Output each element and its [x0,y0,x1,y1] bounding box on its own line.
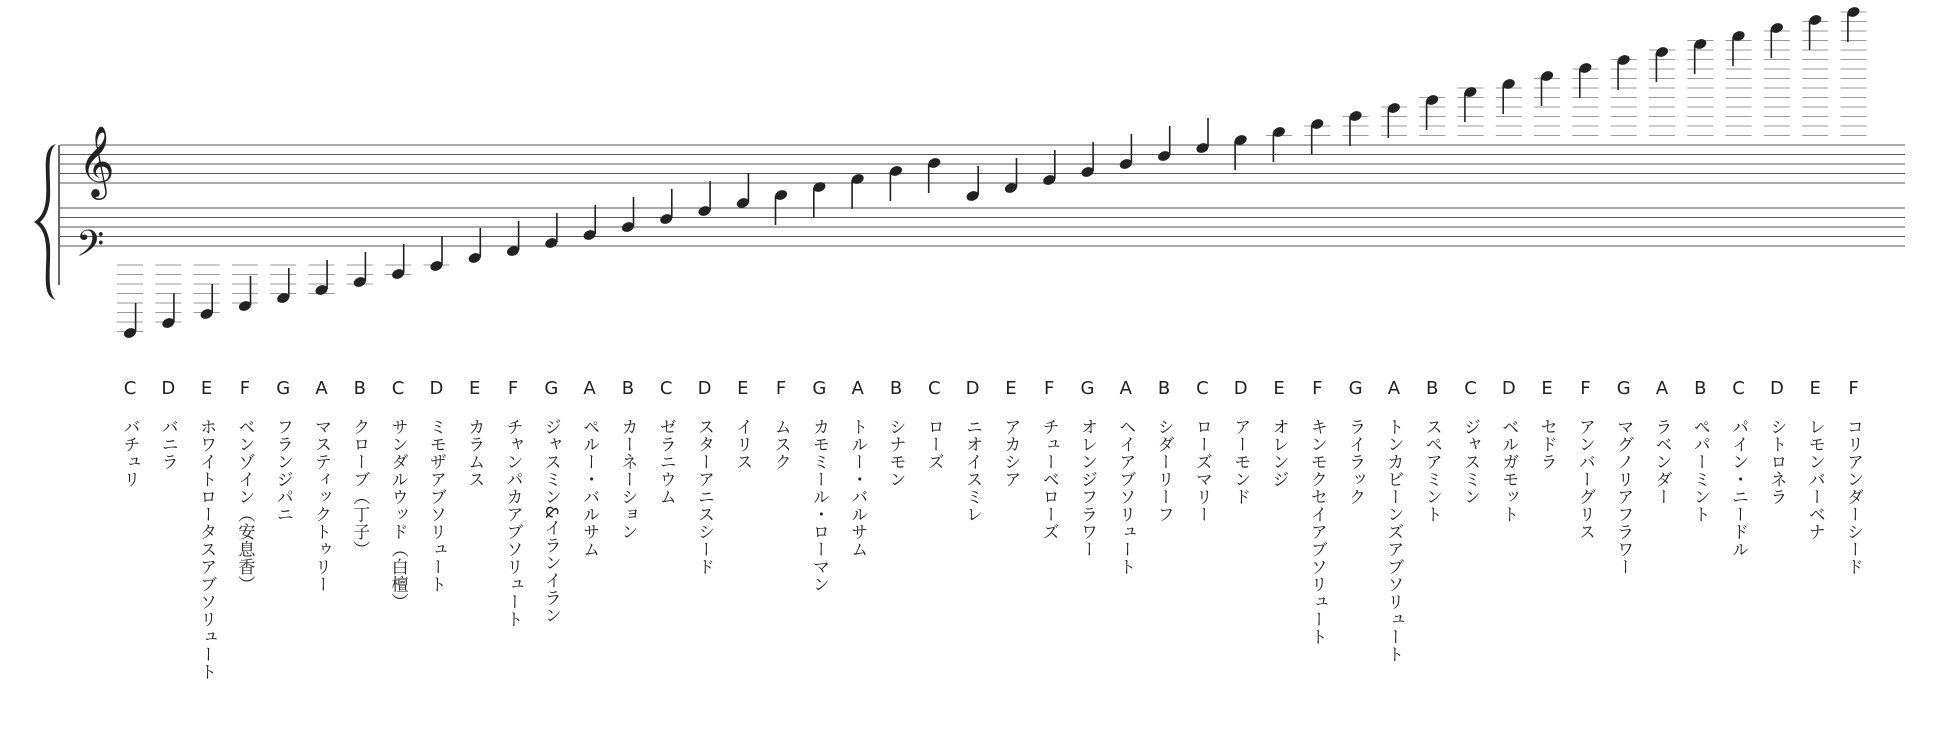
note-column [1417,378,1447,523]
note-column [1187,378,1217,523]
note-column [1073,378,1103,558]
note-column [1226,378,1256,506]
note-name: オレンジ [1268,418,1289,488]
note-letter: E [737,378,749,399]
note-letter: D [697,378,712,399]
note-letter: E [1541,378,1553,399]
note-name: ゼラニウム [655,418,676,506]
note-column [1570,378,1600,541]
note-letter: C [391,378,405,399]
note-letter: C [1196,378,1209,399]
note-column [1724,378,1754,558]
note-column [804,378,834,593]
note-column [498,378,528,628]
note-column [1685,378,1715,523]
note-letter: A [1387,378,1401,399]
note-name: マスティックトゥリー [311,418,331,593]
note-name: ローズ [923,418,944,471]
note-column [958,378,988,523]
note-column [881,378,911,488]
note-letter: A [583,378,596,399]
note-letter: A [1655,378,1669,399]
note-letter: F [1848,378,1859,399]
note-column [153,378,183,471]
note-letter: C [1732,378,1745,399]
note-name: バチュリ [119,418,140,488]
note-name: シナモン [885,418,906,488]
note-column [575,378,605,558]
note-column [728,378,758,471]
note-letter: D [161,378,176,399]
note-letter: G [544,378,559,399]
note-letter: G [1080,378,1095,399]
note-column [1532,378,1562,471]
note-name: クローブ（丁子） [349,418,370,558]
note-column [1379,378,1409,663]
note-letter: F [507,378,519,399]
note-letter: C [659,378,673,399]
note-letter: D [965,378,980,399]
note-letter: F [775,378,787,399]
note-name: アカシア [1000,418,1021,488]
note-letter: E [1809,378,1821,399]
note-letter: D [1501,378,1516,399]
note-name: ペパーミント [1689,418,1710,523]
note-name: コリアンダーシード [1843,418,1863,576]
note-name: ベンゾイン（安息香） [234,418,255,593]
note-column [268,378,298,523]
note-name: フランジパニ [272,418,293,523]
note-letter: G [812,378,827,399]
note-name: カーネーション [617,418,638,541]
note-name: チャンパカアブソリュート [502,418,523,628]
note-name: スペアミント [1421,418,1442,523]
note-column [613,378,643,541]
note-name: カモミール・ローマン [808,418,829,593]
note-column [1800,378,1830,541]
note-letter: E [1005,378,1017,399]
note-name: オレンジフラワー [1077,418,1097,558]
note-name: トルー・バルサム [847,418,868,558]
note-letter: D [429,378,444,399]
note-letter: G [276,378,291,399]
note-column [1456,378,1486,506]
note-column [690,378,720,576]
note-letter: B [353,378,366,399]
note-name: ペルー・バルサム [579,418,600,558]
note-name: マグノリアフラワー [1613,418,1634,576]
note-column [1609,378,1639,576]
note-name: カラムス [464,418,485,488]
note-name: キンモクセイアブソリュート [1306,418,1327,646]
note-name: ヘイアブソリュート [1115,418,1136,576]
note-column [1839,378,1869,576]
note-letter: B [1694,378,1707,399]
note-name: シトロネラ [1766,418,1787,506]
note-letter: C [123,378,137,399]
note-name: ムスク [770,418,791,471]
note-letter: E [469,378,481,399]
note-letter: G [1616,378,1631,399]
note-column [843,378,873,558]
note-column [307,378,337,593]
note-letter: B [889,378,903,399]
note-name: セドラ [1536,418,1557,471]
note-column [383,378,413,611]
note-letter: D [1233,378,1248,399]
note-column [230,378,260,593]
note-column [345,378,375,558]
note-column [536,378,566,624]
note-letter: G [1348,378,1363,399]
note-letter: A [315,378,328,399]
note-name: アーモンド [1230,418,1251,506]
note-letter: C [928,378,941,399]
note-letter: F [1312,378,1323,399]
note-name: ライラック [1345,418,1366,506]
note-column [1341,378,1371,506]
note-column [1762,378,1792,506]
note-name: パイン・ニードル [1728,418,1749,558]
note-name: ベルガモット [1498,418,1519,523]
note-column [1494,378,1524,523]
note-name: ホワイトロータスアブソリュート [196,418,217,681]
note-letter: F [1580,378,1591,399]
note-letter: E [1273,378,1285,399]
note-letter: A [1119,378,1132,399]
treble-clef-icon: 𝄞 [78,124,115,197]
note-name: ニオイスミレ [962,418,983,523]
note-letter: E [200,378,213,399]
note-name: ジャスミン&イランイラン [540,418,561,625]
note-column [1149,378,1179,523]
note-letter: B [621,378,635,399]
note-letter: B [1426,378,1439,399]
note-column [996,378,1026,488]
note-name: レモンバーベナ [1804,418,1825,541]
note-letter: A [851,378,864,399]
note-column [1302,378,1332,646]
bass-clef-icon: 𝄢 [76,223,105,274]
note-name: シダーリーフ [1153,418,1174,523]
note-column [421,378,451,593]
note-letter: B [1157,378,1171,399]
note-column [1647,378,1677,506]
note-column [460,378,490,488]
note-column [919,378,949,471]
note-name: トンカビーンズアブソリュート [1383,418,1404,663]
note-column [192,378,222,681]
note-name: ジャスミン [1460,418,1480,506]
note-name: サンダルウッド（白檀） [387,418,408,611]
note-column [1264,378,1294,488]
note-name: スターアニスシード [694,418,714,576]
note-name: ラベンダー [1651,418,1672,506]
note-name: チューベローズ [1038,418,1059,541]
note-letter: F [1044,378,1055,399]
note-letter: F [239,378,251,399]
note-name: イリス [732,418,753,471]
note-column [1111,378,1141,576]
note-letter: C [1464,378,1477,399]
note-column [766,378,796,471]
note-name: バニラ [157,418,178,471]
note-name: ローズマリー [1191,418,1212,523]
note-name: ミモザアブソリュート [425,418,446,593]
note-letter: D [1769,378,1784,399]
note-column [1034,378,1064,541]
note-name: アンバーグリス [1574,418,1595,541]
note-column [651,378,681,506]
note-column [115,378,145,488]
